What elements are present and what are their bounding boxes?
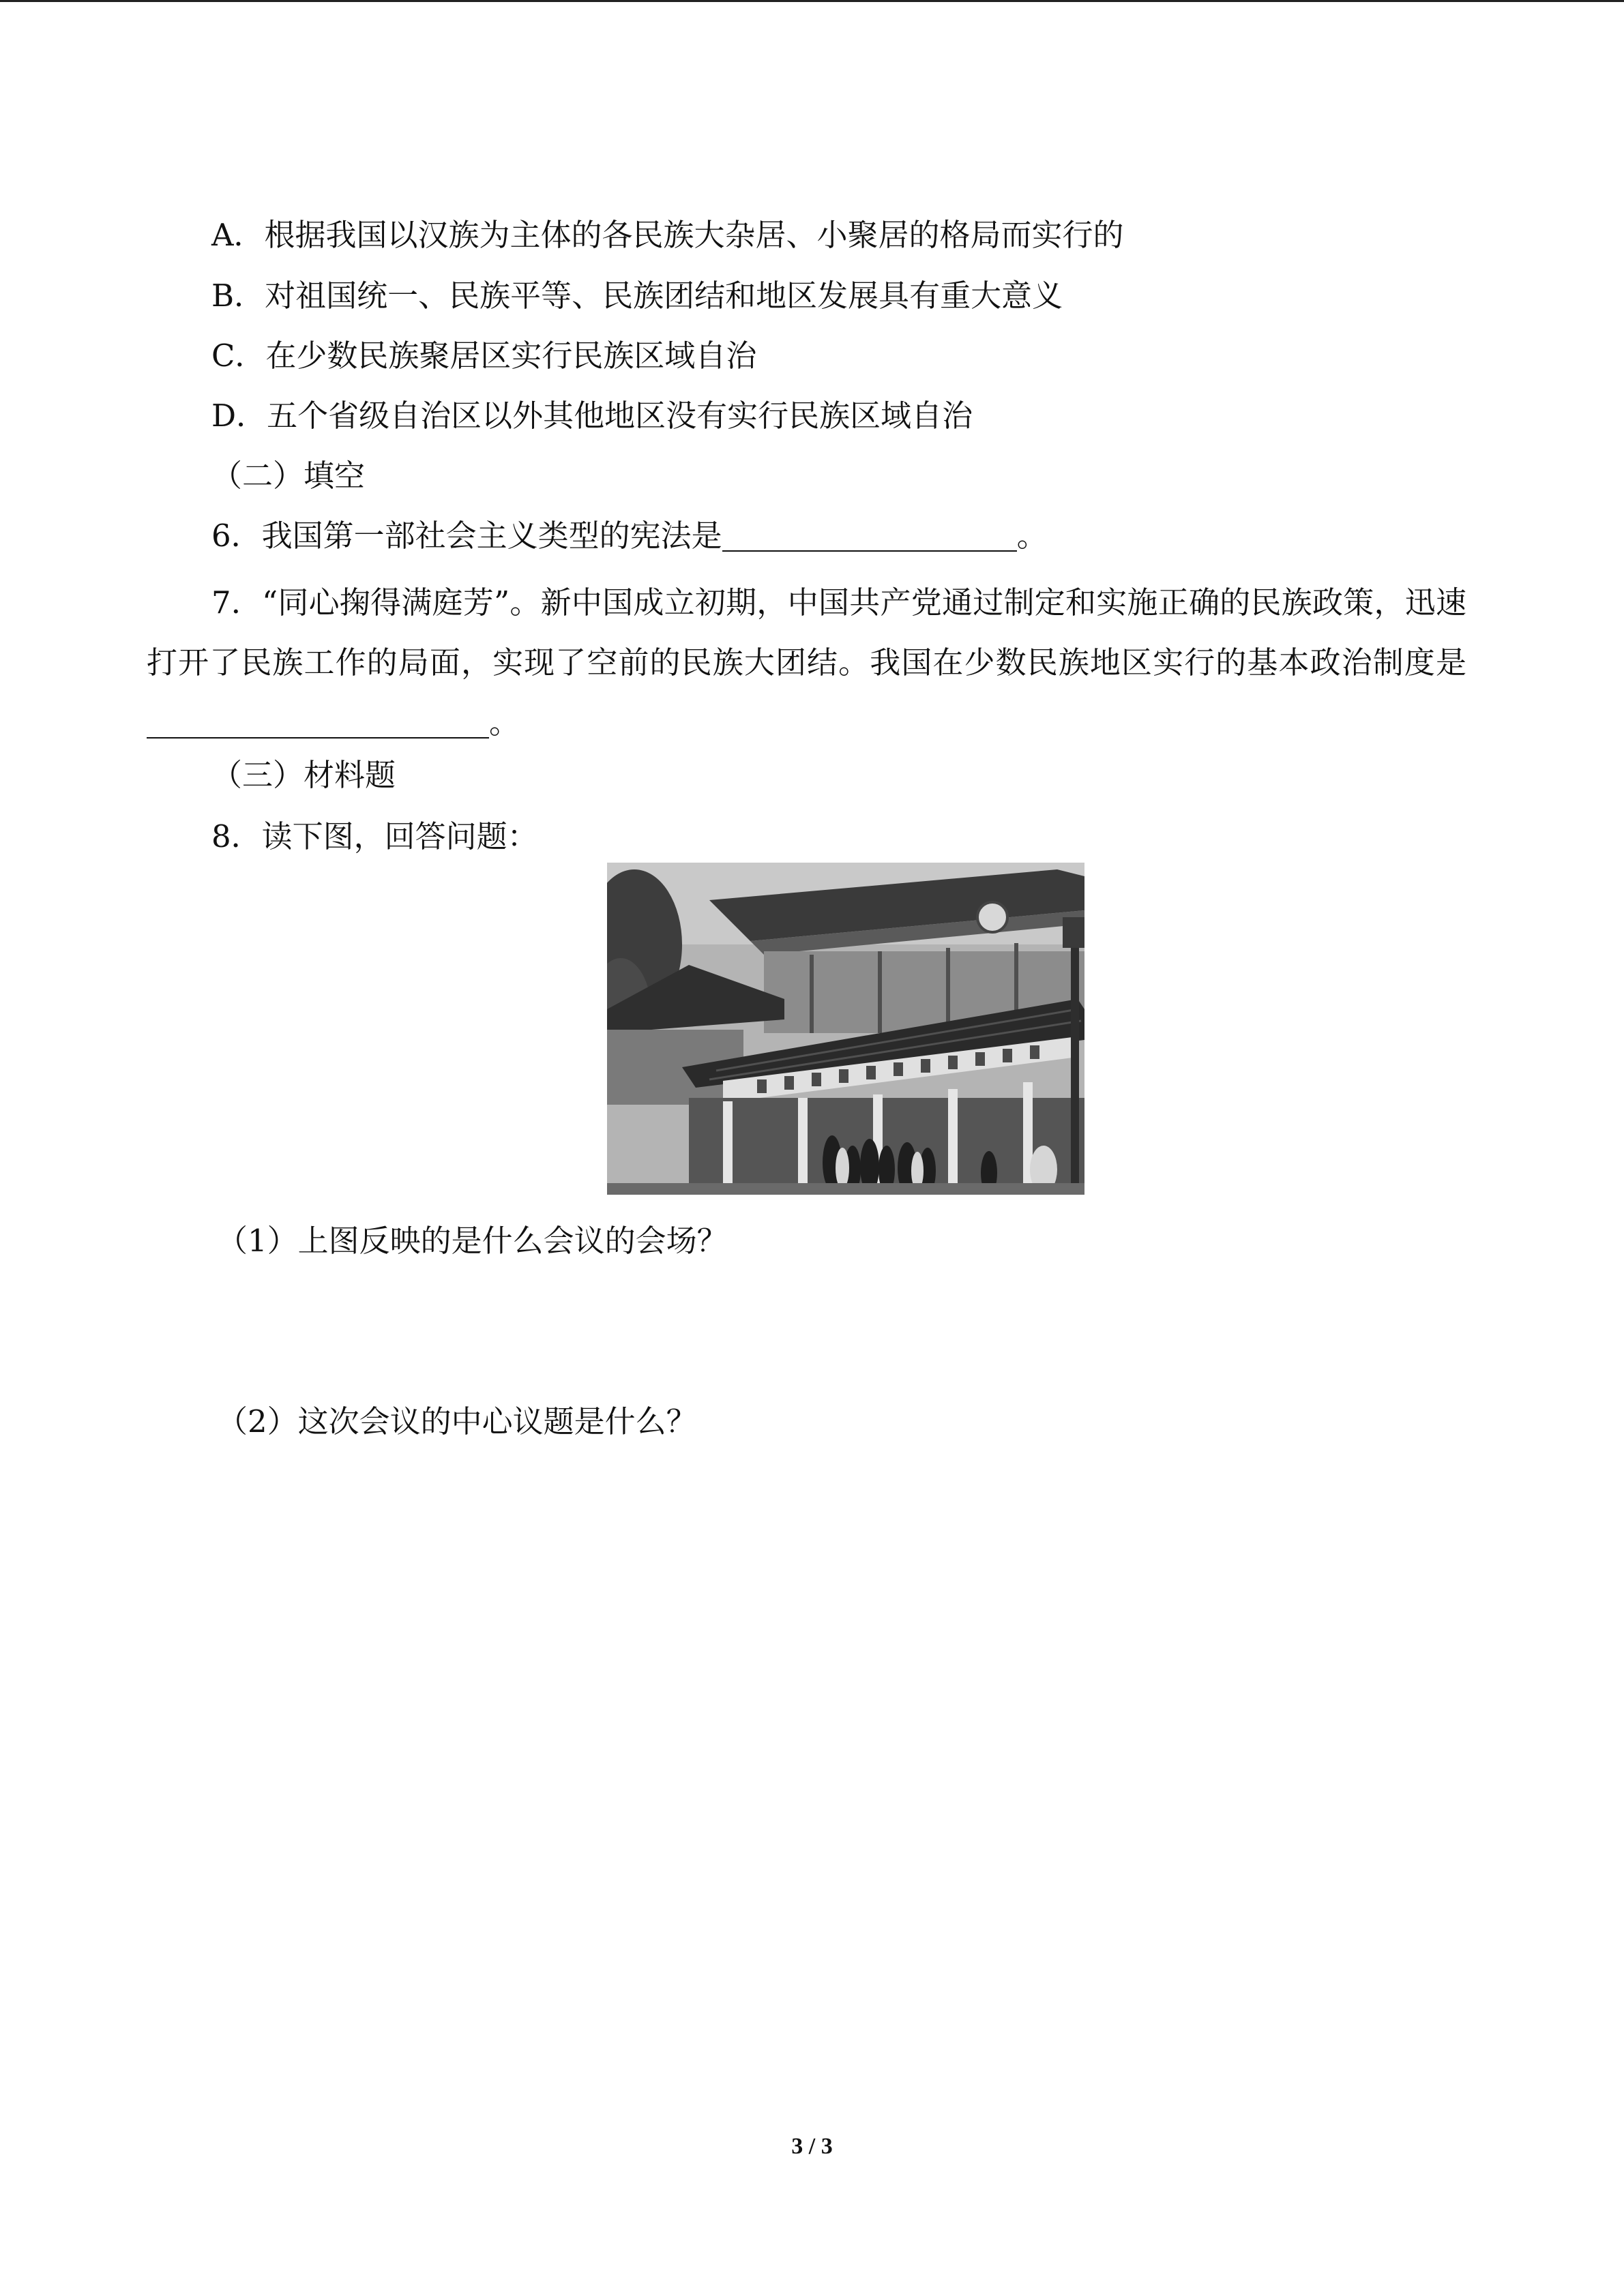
meeting-hall-photo [607, 863, 1084, 1195]
question-7-answer-blank[interactable] [147, 707, 489, 739]
option-a: A．根据我国以汉族为主体的各民族大杂居、小聚居的格局而实行的 [211, 217, 1124, 253]
option-b: B．对祖国统一、民族平等、民族团结和地区发展具有重大意义 [211, 278, 1063, 314]
question-8-prompt: 8．读下图，回答问题： [211, 818, 538, 854]
question-6-answer-blank[interactable] [722, 520, 1017, 552]
page-number: 3 / 3 [791, 2134, 833, 2159]
option-d: D．五个省级自治区以外其他地区没有实行民族区域自治 [211, 398, 973, 434]
question-6 [211, 516, 1048, 556]
question-7 [147, 573, 1466, 753]
question-8-sub-2: （2）这次会议的中心议题是什么？ [217, 1403, 697, 1440]
question-6-text: 6．我国第一部社会主义类型的宪法是 [211, 518, 722, 554]
question-7-text: 7．“同心掬得满庭芳”。新中国成立初期，中国共产党通过制定和实施正确的民族政策，迅速打开了民族工作的局面，实现了空前的民族大团结。我国在少数民族地区实行的基本政治制度是 [147, 584, 1466, 681]
question-6-end: 。 [1016, 518, 1048, 554]
section-heading-material: （三）材料题 [211, 757, 396, 793]
question-7-end: 。 [489, 704, 520, 741]
question-8-sub-1: （1）上图反映的是什么会议的会场？ [217, 1223, 728, 1259]
section-heading-fill-in: （二）填空 [211, 458, 366, 494]
option-c: C．在少数民族聚居区实行民族区域自治 [211, 338, 757, 374]
